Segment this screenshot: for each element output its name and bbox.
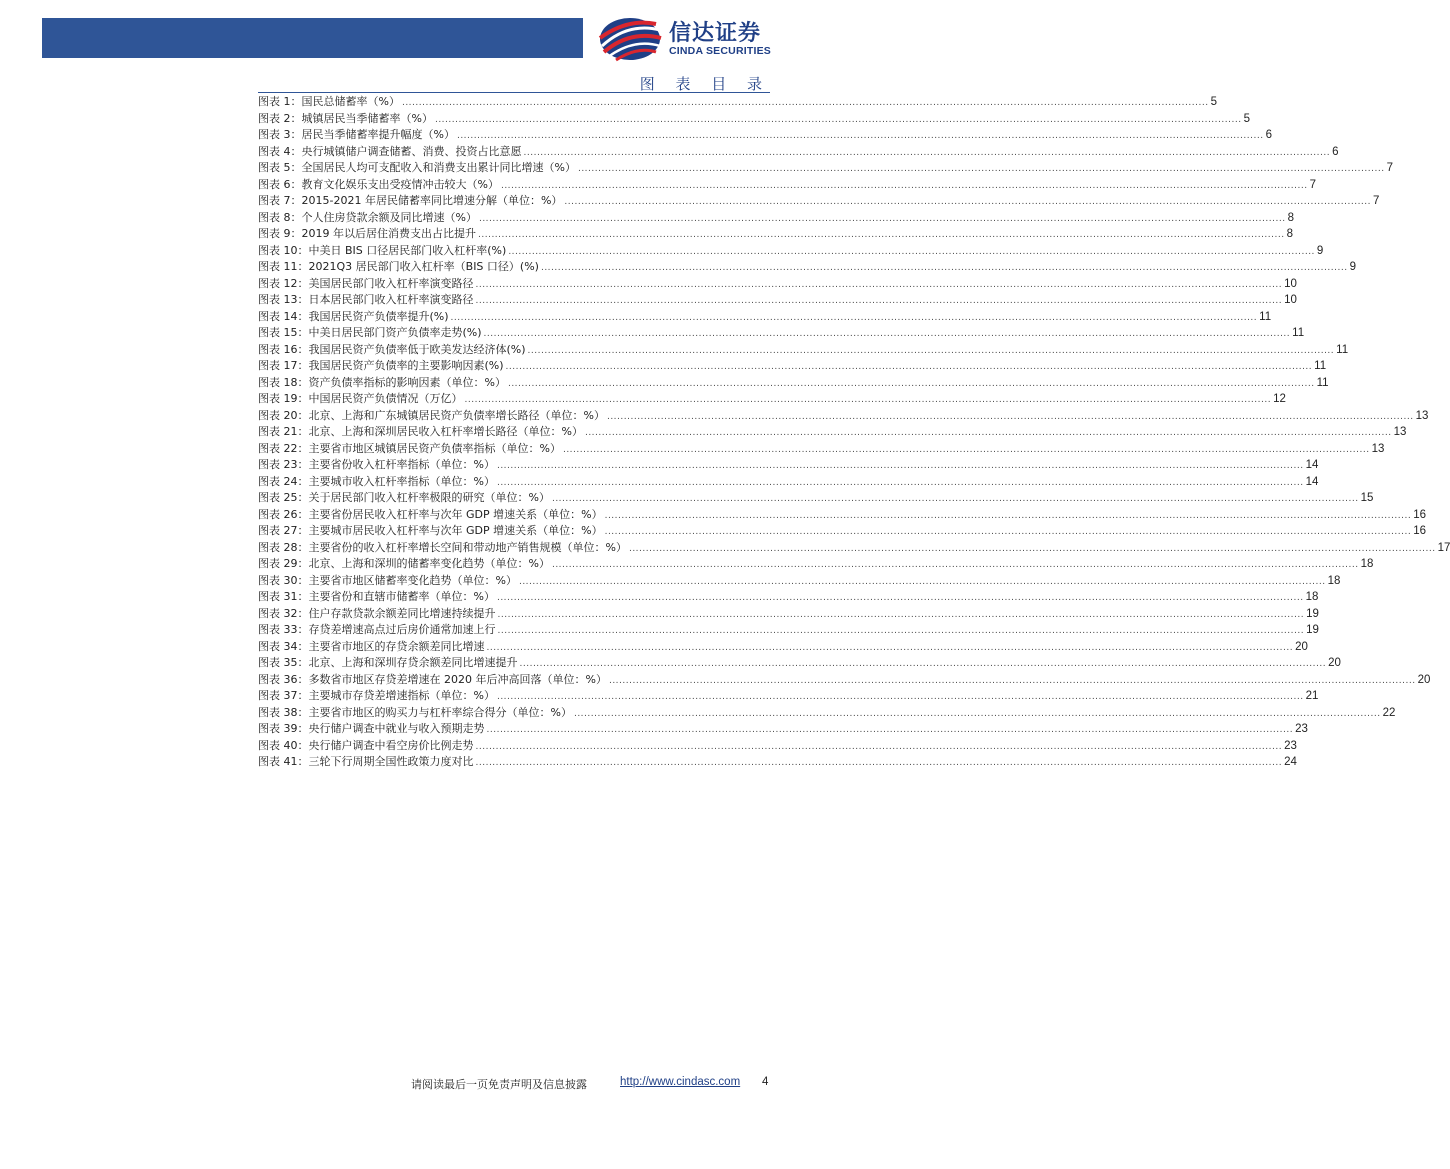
toc-entry-title: 主要城市收入杠杆率指标（单位：%） bbox=[308, 474, 495, 488]
toc-entry-title: 2021Q3 居民部门收入杠杆率（BIS 口径）(%) bbox=[308, 260, 539, 273]
toc-entry-title: 个人住房贷款余额及同比增速（%） bbox=[301, 210, 477, 224]
toc-entry-title: 教育文化娱乐支出受疫情冲击较大（%） bbox=[301, 177, 499, 191]
toc-entry-page: 20 bbox=[1328, 657, 1341, 669]
toc-entry-title: 关于居民部门收入杠杆率极限的研究（单位：%） bbox=[308, 491, 550, 504]
toc-entry-title: 城镇居民当季储蓄率（%） bbox=[301, 111, 433, 125]
toc-entry-title: 我国居民资产负债率的主要影响因素(%) bbox=[308, 359, 504, 372]
toc-entry[interactable] bbox=[258, 259, 1356, 276]
toc-entry-page: 8 bbox=[1287, 211, 1294, 224]
toc-dot-leader bbox=[564, 194, 1371, 211]
toc-entry-page: 7 bbox=[1309, 178, 1316, 191]
logo-chinese-name: 信达证券 bbox=[669, 21, 762, 46]
toc-entry-number: 图表 32： bbox=[258, 606, 309, 620]
toc-dot-leader bbox=[578, 161, 1385, 178]
toc-entry[interactable] bbox=[258, 144, 1339, 161]
toc-dot-leader bbox=[402, 95, 1209, 112]
toc-dot-leader bbox=[508, 244, 1315, 261]
toc-entry[interactable] bbox=[258, 672, 1431, 689]
toc-entry-number: 图表 8： bbox=[258, 210, 302, 224]
toc-dot-leader bbox=[498, 623, 1305, 640]
toc-dot-leader bbox=[607, 409, 1414, 426]
toc-dot-leader bbox=[508, 376, 1315, 393]
toc-dot-leader bbox=[476, 277, 1283, 294]
table-of-figures bbox=[258, 94, 1450, 771]
toc-entry-title: 居民当季储蓄率提升幅度（%） bbox=[301, 128, 455, 141]
toc-entry-title: 美国居民部门收入杠杆率演变路径 bbox=[308, 276, 474, 290]
toc-dot-leader bbox=[629, 541, 1436, 558]
toc-dot-leader bbox=[497, 475, 1304, 492]
toc-dot-leader bbox=[501, 178, 1308, 195]
toc-entry[interactable] bbox=[258, 721, 1308, 738]
toc-entry-page: 19 bbox=[1306, 624, 1319, 636]
toc-dot-leader bbox=[541, 260, 1348, 277]
toc-entry-title: 2015-2021 年居民储蓄率同比增速分解（单位：%） bbox=[301, 194, 563, 207]
toc-entry-number: 图表 19： bbox=[258, 392, 309, 405]
toc-entry-page: 11 bbox=[1292, 327, 1305, 339]
toc-entry-page: 19 bbox=[1306, 607, 1319, 620]
toc-entry[interactable] bbox=[258, 474, 1319, 491]
toc-entry-number: 图表 23： bbox=[258, 458, 309, 471]
toc-entry[interactable] bbox=[258, 507, 1426, 524]
toc-entry-page: 18 bbox=[1327, 574, 1341, 587]
cinda-globe-logo-icon bbox=[598, 16, 662, 62]
toc-entry-title: 资产负债率指标的影响因素（单位：%） bbox=[308, 375, 506, 389]
toc-entry-page: 8 bbox=[1286, 228, 1294, 240]
toc-entry-number: 图表 40： bbox=[258, 738, 309, 752]
toc-entry-page: 13 bbox=[1415, 409, 1429, 422]
toc-entry[interactable] bbox=[258, 490, 1374, 507]
company-logo bbox=[598, 16, 798, 62]
toc-entry[interactable] bbox=[258, 292, 1297, 309]
toc-entry-page: 24 bbox=[1284, 756, 1297, 768]
toc-entry-title: 主要省份和直辖市储蓄率（单位：%） bbox=[308, 590, 495, 603]
toc-entry-number: 图表 2： bbox=[258, 111, 302, 125]
toc-dot-leader bbox=[552, 557, 1359, 574]
toc-entry-title: 中美日居民部门资产负债率走势(%) bbox=[308, 326, 482, 339]
toc-entry-number: 图表 4： bbox=[258, 144, 302, 158]
toc-entry-page: 18 bbox=[1360, 558, 1374, 570]
toc-entry-title: 北京、上海和广东城镇居民资产负债率增长路径（单位：%） bbox=[308, 408, 605, 422]
website-link[interactable]: http://www.cindasc.com bbox=[620, 1076, 741, 1088]
toc-entry-page: 7 bbox=[1386, 162, 1393, 174]
toc-dot-leader bbox=[476, 293, 1283, 310]
toc-entry-page: 5 bbox=[1210, 96, 1217, 108]
toc-entry[interactable] bbox=[258, 243, 1324, 260]
toc-entry[interactable] bbox=[258, 276, 1297, 293]
toc-entry-page: 21 bbox=[1305, 690, 1319, 702]
page-footer bbox=[0, 1076, 827, 1094]
toc-entry-number: 图表 30： bbox=[258, 573, 309, 587]
toc-dot-leader bbox=[609, 673, 1416, 690]
toc-entry-number: 图表 12： bbox=[258, 276, 309, 290]
toc-entry[interactable] bbox=[258, 193, 1380, 210]
toc-entry-page: 20 bbox=[1417, 673, 1431, 686]
toc-entry-title: 我国居民资产负债率提升(%) bbox=[308, 309, 449, 323]
toc-entry[interactable] bbox=[258, 523, 1426, 540]
toc-entry-number: 图表 25： bbox=[258, 491, 309, 504]
toc-entry-title: 主要省份收入杠杆率指标（单位：%） bbox=[308, 458, 495, 471]
toc-dot-leader bbox=[497, 458, 1304, 475]
toc-entry-title: 央行城镇储户调查储蓄、消费、投资占比意愿 bbox=[301, 144, 522, 158]
toc-entry-number: 图表 17： bbox=[258, 359, 309, 372]
toc-heading: 图 表 目 录 bbox=[639, 75, 770, 93]
toc-entry[interactable] bbox=[258, 127, 1272, 144]
toc-dot-leader bbox=[476, 755, 1283, 772]
toc-entry-page: 13 bbox=[1371, 442, 1385, 455]
toc-entry-number: 图表 9： bbox=[258, 227, 302, 240]
toc-entry-page: 10 bbox=[1284, 294, 1297, 306]
logo-english-name: CINDA SECURITIES bbox=[669, 45, 771, 57]
toc-entry-page: 23 bbox=[1284, 739, 1297, 752]
toc-entry[interactable] bbox=[258, 375, 1329, 392]
toc-entry-number: 图表 20： bbox=[258, 408, 309, 422]
toc-entry-number: 图表 22： bbox=[258, 441, 309, 455]
toc-entry-title: 我国居民资产负债率低于欧美发达经济体(%) bbox=[308, 342, 526, 356]
toc-entry[interactable] bbox=[258, 754, 1297, 771]
toc-dot-leader bbox=[585, 425, 1392, 442]
toc-entry-number: 图表 39： bbox=[258, 722, 309, 735]
page-number: 4 bbox=[762, 1076, 769, 1088]
toc-entry[interactable] bbox=[258, 556, 1374, 573]
toc-entry-number: 图表 33： bbox=[258, 623, 309, 636]
toc-entry-title: 2019 年以后居住消费支出占比提升 bbox=[301, 227, 476, 240]
toc-entry[interactable] bbox=[258, 606, 1319, 623]
toc-dot-leader bbox=[519, 574, 1326, 591]
toc-entry-title: 主要省市地区的存贷余额差同比增速 bbox=[308, 639, 485, 653]
toc-entry[interactable] bbox=[258, 309, 1272, 326]
toc-entry[interactable] bbox=[258, 705, 1396, 722]
toc-entry-number: 图表 11： bbox=[258, 260, 309, 273]
toc-entry-page: 10 bbox=[1284, 277, 1297, 290]
toc-entry-title: 国民总储蓄率（%） bbox=[301, 95, 400, 108]
toc-entry-page: 16 bbox=[1413, 525, 1426, 537]
toc-entry-number: 图表 21： bbox=[258, 425, 309, 438]
toc-entry-title: 全国居民人均可支配收入和消费支出累计同比增速（%） bbox=[301, 161, 576, 174]
toc-dot-leader bbox=[506, 359, 1313, 376]
toc-entry[interactable] bbox=[258, 589, 1319, 606]
toc-entry[interactable] bbox=[258, 441, 1385, 458]
toc-entry-title: 多数省市地区存贷差增速在 2020 年后冲高回落（单位：%） bbox=[308, 672, 607, 686]
toc-entry-number: 图表 1： bbox=[258, 95, 302, 108]
toc-entry-page: 16 bbox=[1413, 508, 1426, 521]
toc-dot-leader bbox=[457, 128, 1264, 145]
toc-dot-leader bbox=[476, 739, 1283, 756]
toc-dot-leader bbox=[528, 343, 1335, 360]
toc-entry[interactable] bbox=[258, 573, 1341, 590]
toc-dot-leader bbox=[479, 211, 1286, 228]
toc-entry[interactable] bbox=[258, 639, 1308, 656]
toc-dot-leader bbox=[487, 640, 1294, 657]
toc-entry-page: 6 bbox=[1332, 145, 1339, 158]
toc-entry-number: 图表 28： bbox=[258, 540, 309, 554]
toc-dot-leader bbox=[435, 112, 1242, 129]
toc-divider bbox=[258, 92, 770, 93]
header-bar bbox=[42, 18, 583, 58]
toc-entry-number: 图表 14： bbox=[258, 309, 309, 323]
toc-dot-leader bbox=[465, 392, 1272, 409]
toc-entry-page: 20 bbox=[1295, 640, 1308, 653]
toc-entry[interactable] bbox=[258, 622, 1319, 639]
toc-entry[interactable] bbox=[258, 391, 1286, 408]
toc-entry-number: 图表 13： bbox=[258, 293, 309, 306]
toc-entry-number: 图表 34： bbox=[258, 639, 309, 653]
toc-entry-page: 14 bbox=[1305, 475, 1319, 488]
toc-entry-number: 图表 31： bbox=[258, 590, 309, 603]
toc-entry-page: 17 bbox=[1437, 541, 1450, 554]
toc-entry-page: 12 bbox=[1273, 393, 1286, 405]
toc-entry-number: 图表 37： bbox=[258, 689, 309, 702]
toc-entry-number: 图表 24： bbox=[258, 474, 309, 488]
toc-entry-number: 图表 27： bbox=[258, 524, 309, 537]
toc-dot-leader bbox=[484, 326, 1291, 343]
toc-dot-leader bbox=[487, 722, 1294, 739]
toc-entry-number: 图表 16： bbox=[258, 342, 309, 356]
toc-entry-number: 图表 29： bbox=[258, 557, 309, 570]
toc-entry[interactable] bbox=[258, 210, 1294, 227]
toc-entry[interactable] bbox=[258, 688, 1319, 705]
toc-entry-title: 主要城市存贷差增速指标（单位：%） bbox=[308, 689, 495, 702]
toc-entry-page: 9 bbox=[1349, 261, 1356, 273]
toc-entry-title: 北京、上海和深圳居民收入杠杆率增长路径（单位：%） bbox=[308, 425, 583, 438]
toc-dot-leader bbox=[520, 656, 1327, 673]
toc-entry[interactable] bbox=[258, 94, 1217, 111]
toc-entry-title: 中国居民资产负债情况（万亿） bbox=[308, 392, 463, 405]
toc-entry-title: 主要省市地区的购买力与杠杆率综合得分（单位：%） bbox=[308, 705, 572, 719]
toc-entry-number: 图表 7： bbox=[258, 194, 302, 207]
toc-entry-title: 日本居民部门收入杠杆率演变路径 bbox=[308, 293, 474, 306]
toc-entry[interactable] bbox=[258, 358, 1327, 375]
toc-dot-leader bbox=[498, 607, 1305, 624]
toc-entry-title: 主要省份的收入杠杆率增长空间和带动地产销售规模（单位：%） bbox=[308, 540, 627, 554]
toc-entry-page: 23 bbox=[1295, 723, 1308, 735]
toc-entry-page: 11 bbox=[1336, 343, 1349, 356]
toc-entry-page: 11 bbox=[1314, 360, 1327, 372]
toc-entry[interactable] bbox=[258, 325, 1305, 342]
toc-entry[interactable] bbox=[258, 111, 1250, 128]
toc-entry-title: 北京、上海和深圳存贷余额差同比增速提升 bbox=[308, 656, 518, 669]
disclaimer-note: 请阅读最后一页免责声明及信息披露 bbox=[411, 1078, 587, 1091]
toc-entry[interactable] bbox=[258, 177, 1316, 194]
toc-entry-number: 图表 18： bbox=[258, 375, 309, 389]
toc-dot-leader bbox=[574, 706, 1381, 723]
toc-entry[interactable] bbox=[258, 540, 1450, 557]
toc-entry-page: 9 bbox=[1316, 244, 1324, 257]
toc-entry[interactable] bbox=[258, 424, 1407, 441]
toc-entry[interactable] bbox=[258, 408, 1429, 425]
toc-entry[interactable] bbox=[258, 655, 1341, 672]
toc-entry-title: 北京、上海和深圳的储蓄率变化趋势（单位：%） bbox=[308, 557, 550, 570]
toc-entry-number: 图表 10： bbox=[258, 243, 309, 257]
toc-entry-title: 主要省市地区城镇居民资产负债率指标（单位：%） bbox=[308, 441, 561, 455]
toc-entry-page: 5 bbox=[1243, 112, 1250, 125]
toc-entry[interactable] bbox=[258, 457, 1319, 474]
toc-entry-title: 中美日 BIS 口径居民部门收入杠杆率(%) bbox=[308, 243, 507, 257]
toc-entry-page: 11 bbox=[1316, 376, 1329, 389]
toc-entry-title: 住户存款贷款余额差同比增速持续提升 bbox=[308, 606, 496, 620]
toc-entry-title: 央行储户调查中看空房价比例走势 bbox=[308, 738, 474, 752]
toc-entry-page: 14 bbox=[1305, 459, 1319, 471]
toc-dot-leader bbox=[605, 524, 1412, 541]
toc-entry-number: 图表 26： bbox=[258, 507, 309, 521]
toc-entry-title: 三轮下行周期全国性政策力度对比 bbox=[308, 755, 474, 768]
toc-entry-title: 主要城市居民收入杠杆率与次年 GDP 增速关系（单位：%） bbox=[308, 524, 603, 537]
toc-entry-title: 央行储户调查中就业与收入预期走势 bbox=[308, 722, 485, 735]
toc-entry-number: 图表 3： bbox=[258, 128, 302, 141]
toc-entry-number: 图表 38： bbox=[258, 705, 309, 719]
toc-entry-number: 图表 6： bbox=[258, 177, 302, 191]
toc-entry[interactable] bbox=[258, 226, 1294, 243]
toc-entry-title: 主要省市地区储蓄率变化趋势（单位：%） bbox=[308, 573, 517, 587]
toc-entry-number: 图表 15： bbox=[258, 326, 309, 339]
toc-entry-number: 图表 36： bbox=[258, 672, 309, 686]
toc-entry-page: 18 bbox=[1305, 591, 1319, 603]
toc-entry[interactable] bbox=[258, 160, 1393, 177]
toc-entry-page: 11 bbox=[1259, 310, 1272, 323]
toc-entry[interactable] bbox=[258, 738, 1297, 755]
toc-entry-number: 图表 5： bbox=[258, 161, 302, 174]
toc-entry-page: 13 bbox=[1393, 426, 1407, 438]
toc-entry-number: 图表 41： bbox=[258, 755, 309, 768]
toc-entry-number: 图表 35： bbox=[258, 656, 309, 669]
toc-dot-leader bbox=[563, 442, 1370, 459]
toc-dot-leader bbox=[524, 145, 1331, 162]
toc-dot-leader bbox=[497, 590, 1304, 607]
toc-dot-leader bbox=[605, 508, 1412, 525]
toc-entry-title: 主要省份居民收入杠杆率与次年 GDP 增速关系（单位：%） bbox=[308, 507, 603, 521]
toc-dot-leader bbox=[478, 227, 1285, 244]
toc-entry[interactable] bbox=[258, 342, 1349, 359]
toc-entry-page: 22 bbox=[1382, 706, 1396, 719]
toc-dot-leader bbox=[552, 491, 1359, 508]
toc-entry-title: 存贷差增速高点过后房价通常加速上行 bbox=[308, 623, 496, 636]
toc-entry-page: 6 bbox=[1265, 129, 1272, 141]
toc-entry-page: 15 bbox=[1360, 492, 1374, 504]
toc-entry-page: 7 bbox=[1373, 195, 1380, 207]
toc-dot-leader bbox=[497, 689, 1304, 706]
toc-dot-leader bbox=[451, 310, 1258, 327]
